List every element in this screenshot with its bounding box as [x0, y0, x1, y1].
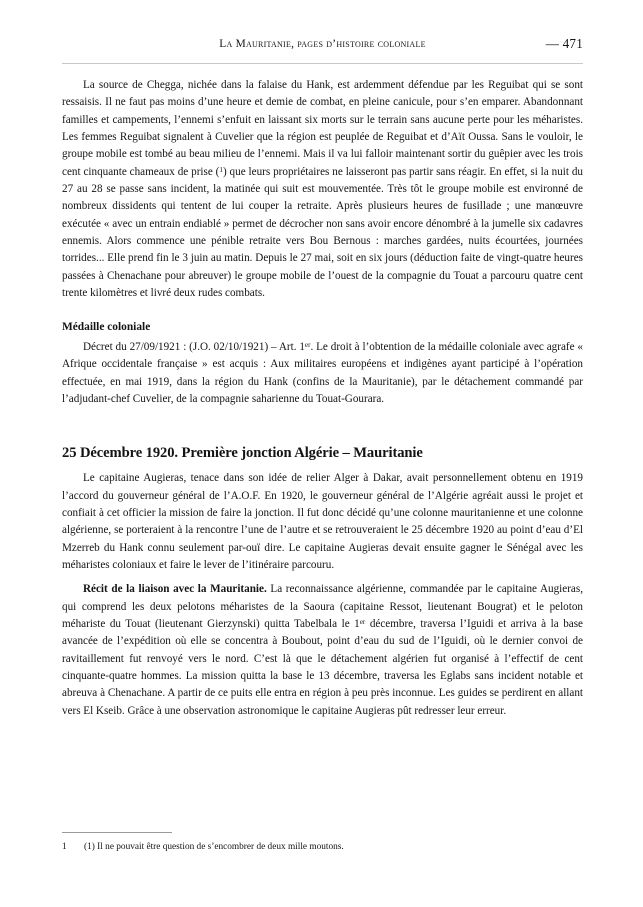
body-paragraph-augieras: Le capitaine Augieras, tenace dans son idée de relier Alger à Dakar, avait personnellement obtenu en 1919 l’accord du gouverneur général de l’A.O.F. En 1920, le gouverneur général de l’Algérie agréait aussi le projet et confiait à cet officier la mission de faire la jonction. Il fut donc décidé qu’une colonne mauritanienne et une colonne algérienne, se porteraient à la rencontre l’une de l’autre et se retrouveraient le 25 décembre 1920 au point d’eau d’El Mzerreb du Hank connu seulement par-ouï dire. Le capitaine Augieras devait ensuite gagner le Sénégal avec les méharistes coloniaux et faire le lever de l’itinéraire parcouru.: [62, 472, 583, 571]
footnote-divider: [62, 832, 172, 833]
body-paragraph-recit-liaison: Récit de la liaison avec la Mauritanie. La reconnaissance algérienne, commandée par le capitaine Augieras, qui comprend les deux pelotons méharistes de la Saoura (capitaine Ressot, lieutenant Bougrat) et le peloton méhariste du Touat (lieutenant Gierzynski) quitta Tabelbala le 1er décembre, traversa l’Iguidi et arriva à la base avancée de l’expédition où elle se concentra à Boubout, point d’eau du sud de l’Iguidi, où le dernier convoi de ravitaillement fut renvoyé vers le nord. C’est là que le détachement algérien fut organisé à l’effectif de cent cinquante-quatre hommes. La mission quitta la base le 13 décembre, traversa les Eglabs sans incident notable et abreuva à Chenachane. A partir de ce puits elle entra en région à peu près inconnue. Les guides se perdirent en allant vers El Kseib. Grâce à une observation astronomique le capitaine Augieras pût redresser leur erreur.: [62, 583, 583, 717]
page-number: — 471: [545, 36, 583, 51]
body-paragraph-chegga: La source de Chegga, nichée dans la falaise du Hank, est ardemment défendue par les Reguibat qui se sont ressaisis. Il ne faut pas moins d’une heure et demie de combat, en pleine canicule, pour s’en emparer. Abandonnant familles et campements, l’ennemi s’enfuit en laissant six morts sur le terrain sans aucune perte pour les méharistes. Les femmes Reguibat signalent à Cuvelier que la région est peuplée de Reguibat et d’Aït Oussa. Sans le vouloir, le groupe mobile est tombé au beau milieu de l’ennemi. Mais il va lui falloir maintenant sortir du guêpier avec les trois cent cinquante chameaux de prise ($^1$) que leurs propriétaires ne laisseront pas partir sans réagir. En effet, si la nuit du 27 au 28 se passe sans incident, la matinée qui suit est mouvementée. Très tôt le groupe mobile est environné de nombreux dissidents qui tentent de lui couper la retraite. Après plusieurs heures de fusillade ; une manœuvre exécutée « avec un entrain endiablé » permet de décrocher non sans avoir encore dénombré à la jumelle six cadavres ennemis. Alors commence une pénible retraite vers Bou Bernous : marches gardées, nuits écourtées, journées torrides... Elle prend fin le 3 juin au matin. Depuis le 27 mai, soit en six jours (déduction faite de vingt-quatre heures passées à Chenachane pour abreuver) le groupe mobile de l’ouest de la compagnie du Touat a parcouru quatre cent trente kilomètres et livré deux rudes combats.: [62, 79, 583, 300]
body-paragraph-decret: Décret du 27/09/1921 : (J.O. 02/10/1921) – Art. 1er. Le droit à l’obtention de la médaille coloniale avec agrafe « Afrique occidentale française » est acquis : Aux militaires européens et indigènes ayant participé à l’opération effectuée, en mai 1919, dans la région du Hank (confins de la Mauritanie), par le détachement commandé par l’adjudant-chef Cuvelier, de la compagnie saharienne du Touat-Gourara.: [62, 340, 583, 405]
header-divider: [62, 63, 583, 64]
running-head: [62, 38, 583, 62]
footnote-text: (1) Il ne pouvait être question de s’encombrer de deux mille moutons.: [84, 842, 344, 852]
subheading-medaille-coloniale: Médaille coloniale: [62, 321, 151, 334]
footnote-item: [62, 841, 583, 853]
footnote-marker: 1: [62, 842, 67, 852]
footnote-area: [62, 832, 583, 853]
text-column: [62, 0, 583, 720]
section-heading-jonction: 25 Décembre 1920. Première jonction Algérie – Mauritanie: [62, 445, 423, 462]
running-head-title: La Mauritanie, pages d’histoire coloniale: [219, 38, 426, 50]
